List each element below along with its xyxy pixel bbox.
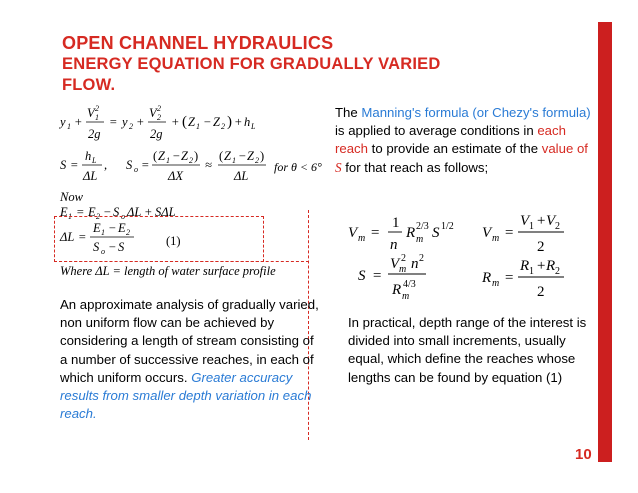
svg-text:2: 2 <box>157 104 161 113</box>
svg-text:+: + <box>536 213 547 229</box>
svg-text:S: S <box>118 240 125 254</box>
title-line-1: OPEN CHANNEL HYDRAULICS <box>62 33 334 53</box>
svg-text:≈: ≈ <box>205 158 212 172</box>
svg-text:2: 2 <box>555 266 560 277</box>
svg-text:(: ( <box>153 149 158 163</box>
svg-text:2: 2 <box>555 221 560 232</box>
svg-text:2: 2 <box>221 122 225 131</box>
dash-separator-horizontal <box>54 261 309 262</box>
svg-text:V: V <box>348 225 358 241</box>
svg-text:1: 1 <box>232 156 236 165</box>
svg-text:2: 2 <box>96 212 100 221</box>
svg-text:2: 2 <box>95 104 99 113</box>
svg-text:E: E <box>88 205 96 219</box>
svg-text:=: = <box>78 230 87 244</box>
svg-text:=: = <box>504 225 515 241</box>
svg-text:(: ( <box>182 114 187 130</box>
svg-text:S: S <box>432 225 440 241</box>
svg-text:S: S <box>358 268 366 284</box>
slope-formula <box>358 250 448 310</box>
svg-text:E: E <box>60 205 68 219</box>
svg-text:R: R <box>520 258 530 274</box>
svg-text:1: 1 <box>392 215 400 231</box>
svg-text:L: L <box>92 156 97 165</box>
svg-text:S: S <box>126 158 133 172</box>
svg-text:y: y <box>122 115 128 129</box>
svg-text:o: o <box>134 165 138 174</box>
svg-text:1/2: 1/2 <box>441 221 454 232</box>
svg-text:V: V <box>520 213 530 229</box>
right-accent-bar <box>598 22 612 462</box>
svg-text:4/3: 4/3 <box>403 279 416 290</box>
svg-text:Z: Z <box>213 115 220 129</box>
equation-number: (1) <box>166 234 181 248</box>
svg-text:=: = <box>70 158 79 172</box>
svg-text:R: R <box>406 225 416 241</box>
svg-text:ΔL: ΔL <box>127 205 142 219</box>
delta-l-equation <box>60 218 260 264</box>
left-paragraph-highlight: Greater accuracy results from smaller depth variation in each reach. <box>60 369 312 422</box>
theta-condition: for θ < 6° <box>274 160 322 174</box>
svg-text:+: + <box>536 258 547 274</box>
svg-text:): ) <box>227 114 232 130</box>
svg-text:=: = <box>141 158 150 172</box>
where-definition: Where ΔL = length of water surface profile <box>60 264 276 278</box>
svg-text:y: y <box>60 115 66 129</box>
svg-text:2: 2 <box>419 253 424 264</box>
svg-text:R: R <box>392 282 402 298</box>
svg-text:Z: Z <box>188 115 195 129</box>
title-line-3: FLOW. <box>62 76 116 94</box>
svg-text:2: 2 <box>401 253 406 264</box>
svg-text:E: E <box>93 221 101 235</box>
svg-text:m: m <box>492 233 500 244</box>
svg-text:2g: 2g <box>150 127 163 141</box>
svg-text:E: E <box>118 221 126 235</box>
text-applied: is applied to average conditions in <box>335 123 538 139</box>
now-label: Now <box>60 190 83 204</box>
svg-text:n: n <box>411 256 419 272</box>
svg-text:−: − <box>108 240 117 254</box>
svg-text:ΔL: ΔL <box>234 169 249 183</box>
svg-text:Z: Z <box>224 149 231 163</box>
svg-text:S: S <box>93 240 100 254</box>
svg-text:=: = <box>76 205 85 219</box>
svg-text:(: ( <box>219 149 224 163</box>
svg-text:−: − <box>103 205 112 219</box>
svg-text:): ) <box>194 149 199 163</box>
svg-text:o: o <box>101 247 105 256</box>
svg-text:2: 2 <box>189 156 193 165</box>
svg-text:S: S <box>113 205 120 219</box>
svg-text:S: S <box>60 158 67 172</box>
svg-text:1: 1 <box>67 122 71 131</box>
svg-text:V: V <box>149 106 157 120</box>
svg-text:2: 2 <box>537 239 545 255</box>
left-paragraph-text: An approximate analysis of gradually varied, non uniform flow can be achieved by considering a length of stream consisting of a number of successive reaches, in each of which uniform occurs. <box>60 297 319 385</box>
left-paragraph <box>60 296 320 423</box>
text-s-symbol: S <box>335 159 342 175</box>
right-paragraph-practical: In practical, depth range of the interest is divided into small increments, usually equal, which define the reaches whose lengths can be found by equation (1) <box>348 315 587 385</box>
svg-text:1: 1 <box>166 156 170 165</box>
svg-text:Z: Z <box>247 149 254 163</box>
svg-text:n: n <box>390 237 398 253</box>
svg-text:2/3: 2/3 <box>416 221 429 232</box>
text-the: The <box>335 105 362 120</box>
svg-text:): ) <box>260 149 265 163</box>
svg-text:+: + <box>136 115 145 129</box>
svg-text:1: 1 <box>95 113 99 122</box>
text-for-reach: for that reach as follows; <box>341 159 489 175</box>
svg-text:=: = <box>372 268 383 284</box>
hydraulic-radius-formula <box>482 250 592 310</box>
svg-text:m: m <box>416 234 424 245</box>
svg-text:−: − <box>108 221 117 235</box>
svg-text:1: 1 <box>529 221 534 232</box>
svg-text:1: 1 <box>68 212 72 221</box>
svg-text:m: m <box>492 278 500 289</box>
slide-title <box>62 33 441 96</box>
right-paragraph-manning <box>335 104 597 177</box>
svg-text:2g: 2g <box>88 127 101 141</box>
svg-text:ΔX: ΔX <box>168 169 183 183</box>
svg-text:V: V <box>546 213 556 229</box>
svg-text:1: 1 <box>529 266 534 277</box>
page-number: 10 <box>575 446 592 463</box>
svg-text:=: = <box>504 270 515 286</box>
text-value-of: value of <box>541 141 588 157</box>
svg-text:Z: Z <box>181 149 188 163</box>
svg-text:2: 2 <box>157 113 161 122</box>
svg-text:h: h <box>85 149 92 163</box>
svg-text:m: m <box>399 264 407 275</box>
svg-text:−: − <box>238 149 247 163</box>
svg-text:R: R <box>546 258 556 274</box>
text-each-reach: each reach <box>335 123 566 157</box>
svg-text:−: − <box>172 149 181 163</box>
svg-text:m: m <box>358 233 366 244</box>
text-estimate: to provide an estimate of the <box>368 141 542 157</box>
svg-text:2: 2 <box>126 228 130 237</box>
svg-text:R: R <box>482 270 492 286</box>
svg-text:V: V <box>87 106 95 120</box>
svg-text:m: m <box>402 291 410 302</box>
svg-text:2: 2 <box>255 156 259 165</box>
svg-text:1: 1 <box>101 228 105 237</box>
svg-text:2: 2 <box>129 122 133 131</box>
svg-text:ΔL: ΔL <box>83 169 98 183</box>
svg-text:Z: Z <box>158 149 165 163</box>
svg-text:+: + <box>171 115 180 129</box>
svg-text:1: 1 <box>196 122 200 131</box>
svg-text:o: o <box>121 212 125 221</box>
svg-text:=: = <box>370 225 381 241</box>
title-line-2: ENERGY EQUATION FOR GRADUALLY VARIED <box>62 55 441 73</box>
svg-text:2: 2 <box>537 284 545 300</box>
svg-text:=: = <box>109 115 118 129</box>
svg-text:−: − <box>203 115 212 129</box>
svg-text:L: L <box>251 122 256 131</box>
svg-text:V: V <box>390 256 400 272</box>
svg-text:V: V <box>482 225 492 241</box>
svg-text:+: + <box>144 205 153 219</box>
svg-text:h: h <box>244 115 251 129</box>
svg-text:,: , <box>104 158 108 172</box>
svg-text:ΔL: ΔL <box>60 230 75 244</box>
svg-text:+: + <box>234 115 243 129</box>
svg-text:+: + <box>74 115 83 129</box>
svg-text:SΔL: SΔL <box>155 205 176 219</box>
text-manning-formula: Manning's formula (or Chezy's formula) <box>361 105 591 120</box>
